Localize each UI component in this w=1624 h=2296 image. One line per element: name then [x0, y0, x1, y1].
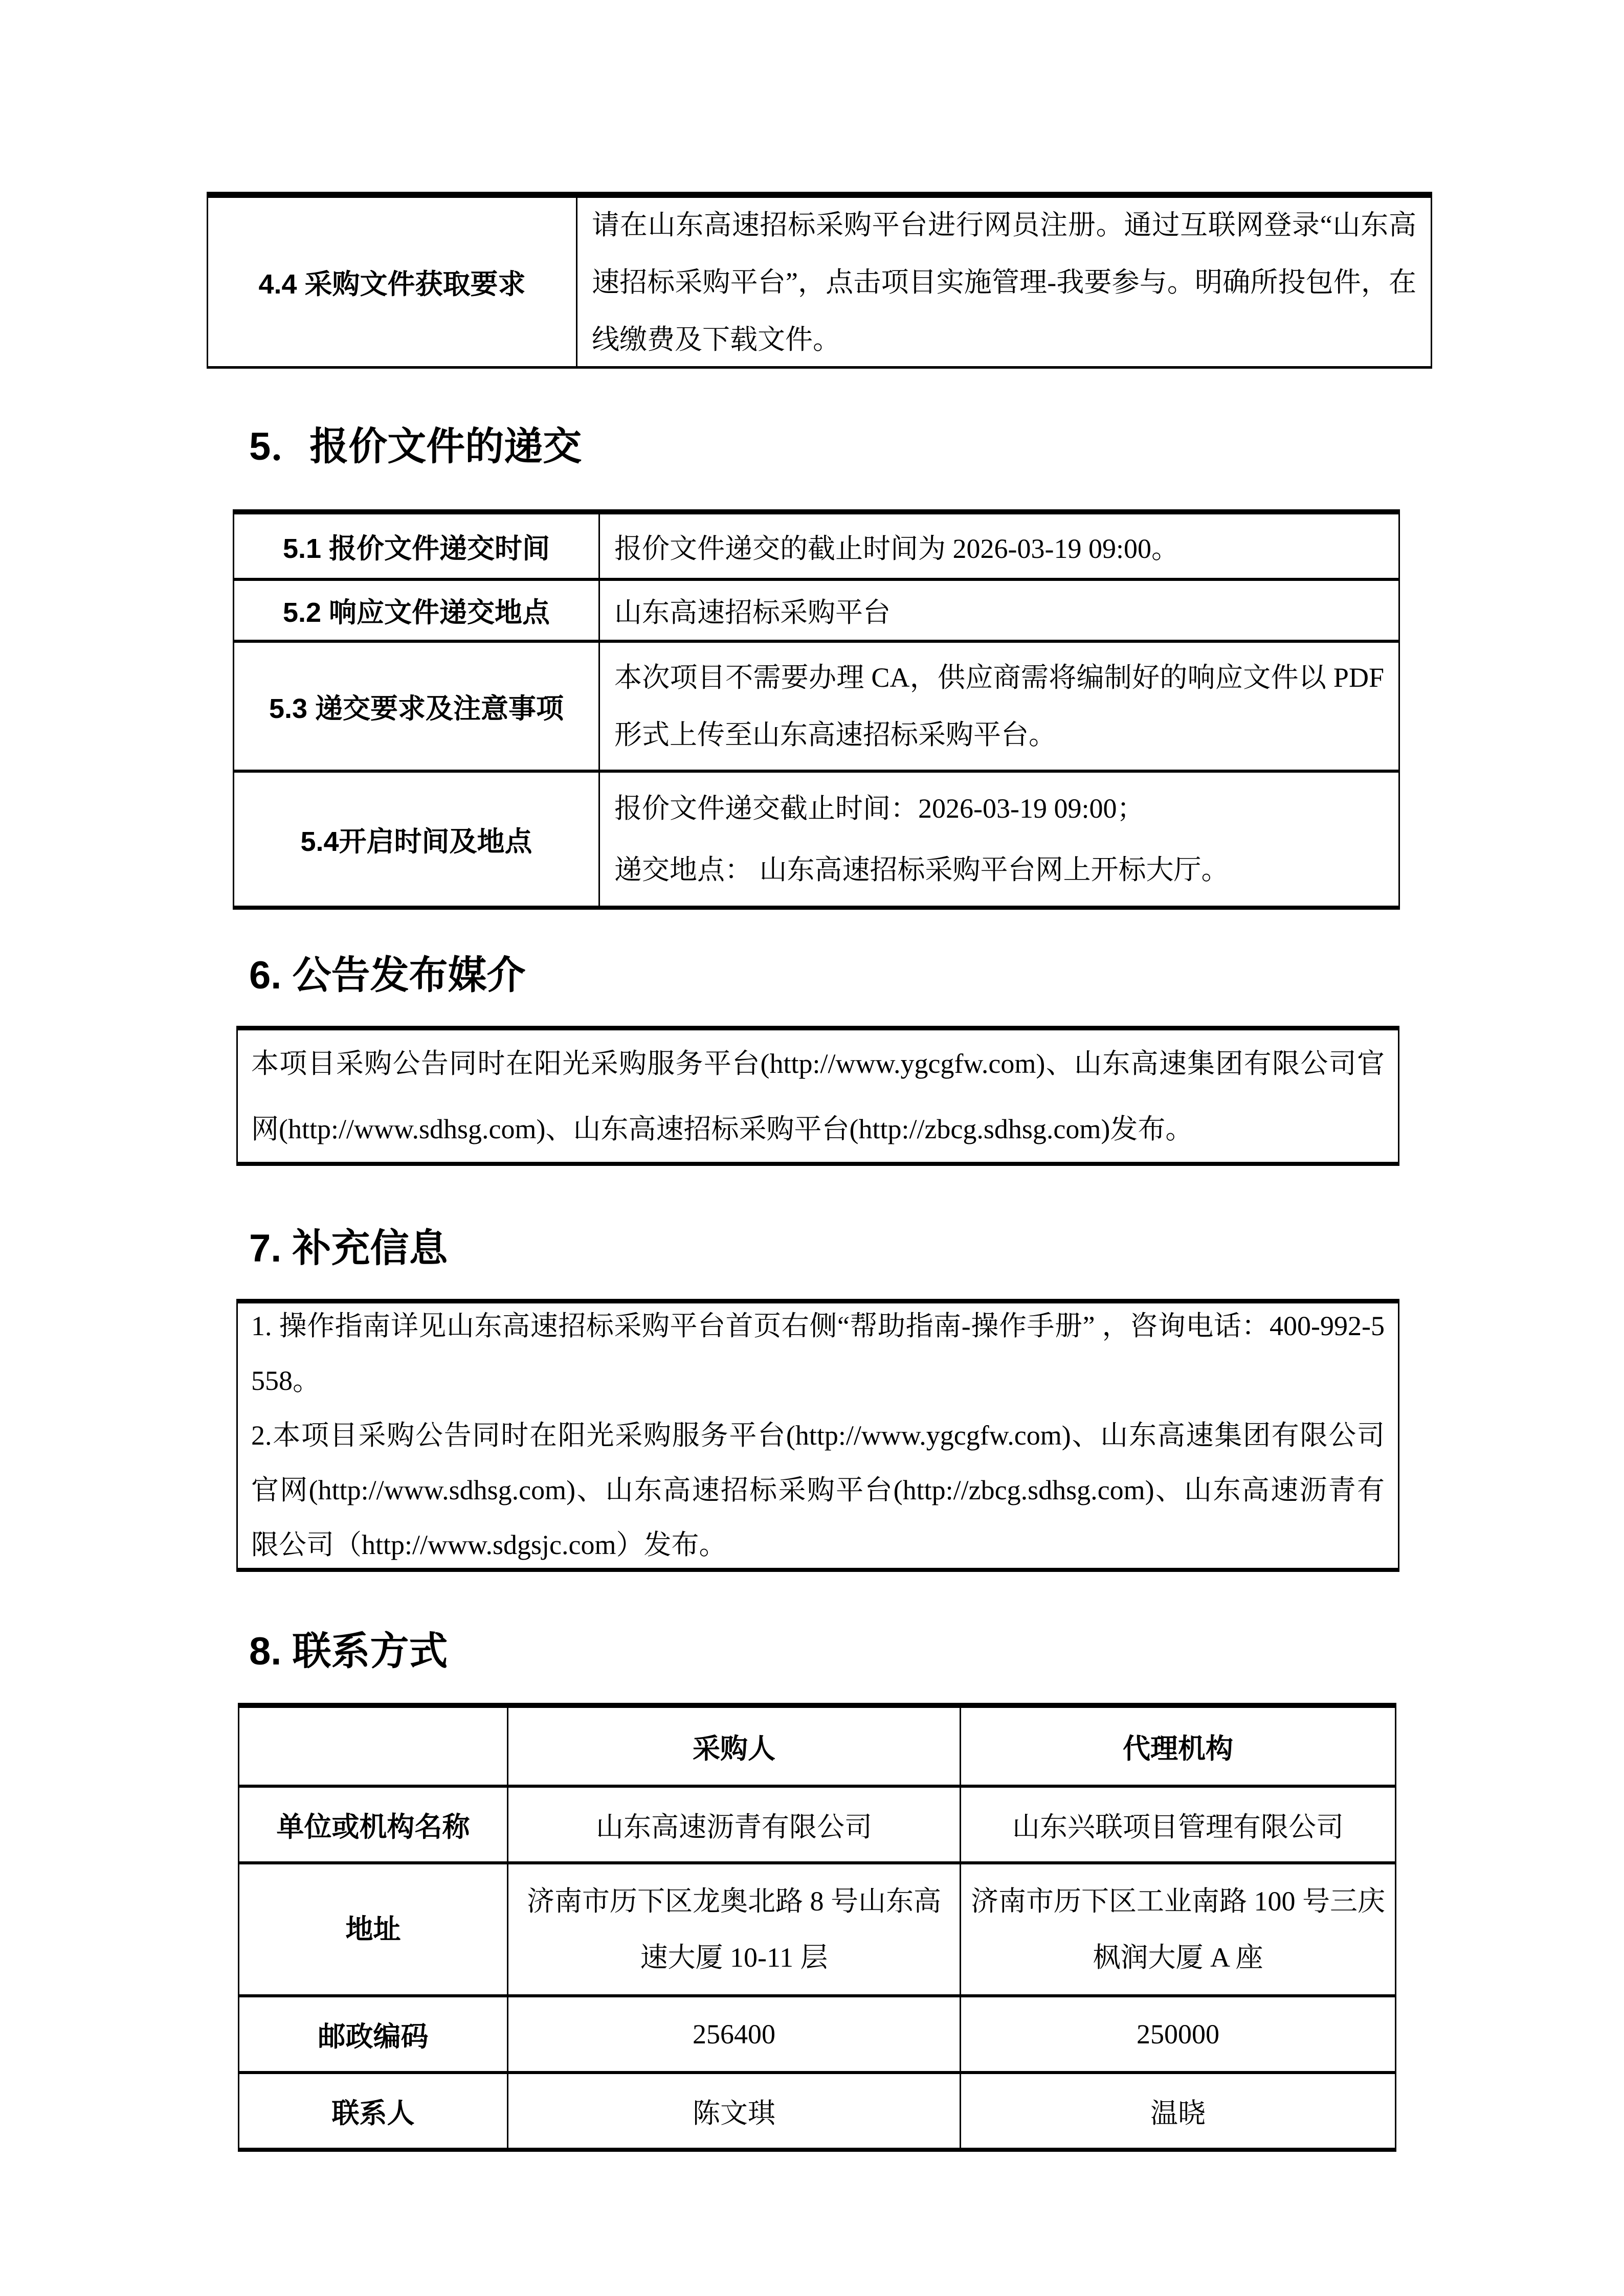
supplementary-item-1: 1. 操作指南详见山东高速招标采购平台首页右侧“帮助指南-操作手册” ，咨询电话：400-992-5558。	[251, 1311, 1385, 1396]
contact-row-person	[239, 2071, 1395, 2148]
contact-header-agency: 代理机构	[960, 1708, 1395, 1785]
row-value-text: 山东高速招标采购平台	[614, 597, 891, 628]
deadline-line: 报价文件递交截止时间：2026-03-19 09:00；	[614, 793, 1145, 824]
agency-address: 济南市历下区工业南路 100 号三庆枫润大厦 A 座	[960, 1864, 1395, 1994]
buyer-org-name: 山东高速沥青有限公司	[507, 1788, 960, 1861]
row-value-text: 本次项目不需要办理 CA，供应商需将编制好的响应文件以 PDF 形式上传至山东高速招标采购平台。	[614, 662, 1384, 750]
row-label-5-1: 5.1 报价文件递交时间	[282, 533, 550, 564]
table-row-5-4	[234, 770, 1398, 906]
contact-info-table	[238, 1703, 1396, 2152]
contact-header-row	[239, 1708, 1395, 1785]
contact-row-address	[239, 1861, 1395, 1994]
row-value-5-1	[598, 514, 1398, 578]
section-8-heading: 8. 联系方式	[249, 1630, 448, 1673]
agency-postcode: 250000	[960, 1997, 1395, 2071]
location-line: 递交地点： 山东高速招标采购平台网上开标大厅。	[614, 854, 1229, 885]
row-label-org-name: 单位或机构名称	[276, 1811, 470, 1842]
announcement-media-text: 本项目采购公告同时在阳光采购服务平台(http://www.ygcgfw.com)、山东高速集团有限公司官网(http://www.sdhsg.com)、山东高速招标采购平台(http://zbcg.sdhsg.com)发布。	[251, 1048, 1385, 1144]
row-label-5-4: 5.4开启时间及地点	[300, 826, 532, 857]
row-label-contact-person: 联系人	[331, 2098, 415, 2129]
table-row	[208, 198, 1431, 366]
supplementary-item-2: 2.本项目采购公告同时在阳光采购服务平台(http://www.ygcgfw.com)、山东高速集团有限公司官网(http://www.sdhsg.com)、山东高速招标采购平台(http://zbcg.sdhsg.com)、山东高速沥青有限公司（http://www.sdgsjc.com）发布。	[251, 1420, 1385, 1560]
table-row-5-1	[234, 514, 1398, 578]
row-label-postcode: 邮政编码	[318, 2021, 429, 2052]
row-label-5-2: 5.2 响应文件递交地点	[282, 597, 550, 628]
table-row-5-3	[234, 640, 1398, 770]
section-6-heading: 6. 公告发布媒介	[249, 954, 526, 997]
quotation-submission-table	[233, 509, 1400, 910]
buyer-postcode: 256400	[507, 1997, 960, 2071]
row-value-5-3	[598, 643, 1398, 770]
contact-row-postcode	[239, 1994, 1395, 2071]
row-value-4-4	[576, 198, 1431, 366]
agency-contact-person: 温晓	[960, 2074, 1395, 2148]
table-row-5-2	[234, 578, 1398, 640]
row-value-5-4	[598, 773, 1398, 906]
row-label-4-4: 4.4 采购文件获取要求	[258, 269, 526, 300]
section-7-heading: 7. 补充信息	[249, 1227, 448, 1270]
buyer-address: 济南市历下区龙奥北路 8 号山东高速大厦 10-11 层	[507, 1864, 960, 1994]
supplementary-info-box	[236, 1299, 1399, 1572]
contact-header-buyer: 采购人	[507, 1708, 960, 1785]
announcement-media-box	[236, 1026, 1399, 1166]
contact-row-name	[239, 1785, 1395, 1861]
contact-header-empty-cell	[239, 1708, 507, 1785]
row-label-address: 地址	[345, 1914, 401, 1945]
procurement-file-requirements-table	[207, 192, 1432, 369]
row-label-5-3: 5.3 递交要求及注意事项	[269, 693, 564, 724]
row-value-text: 报价文件递交的截止时间为 2026-03-19 09:00。	[614, 533, 1179, 564]
section-5-heading: 5．报价文件的递交	[249, 425, 582, 468]
row-value-text: 请在山东高速招标采购平台进行网员注册。通过互联网登录“山东高速招标采购平台”，点击项目实施管理-我要参与。明确所投包件，在线缴费及下载文件。	[592, 209, 1416, 355]
agency-org-name: 山东兴联项目管理有限公司	[960, 1788, 1395, 1861]
buyer-contact-person: 陈文琪	[507, 2074, 960, 2148]
row-value-5-2	[598, 581, 1398, 640]
